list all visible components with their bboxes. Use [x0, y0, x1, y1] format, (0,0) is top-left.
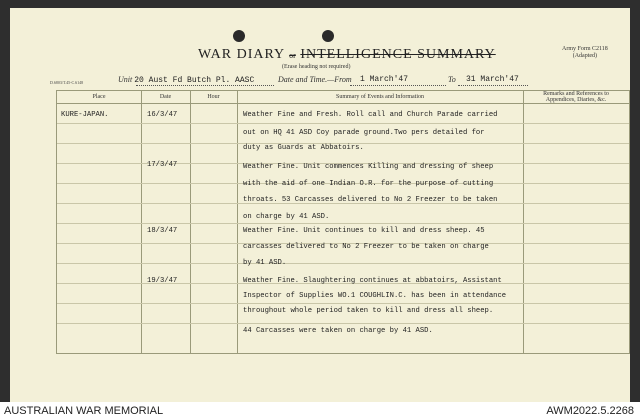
entry-line: 44 Carcasses were taken on charge by 41 ASD.: [243, 327, 433, 335]
punch-hole-right: [322, 30, 334, 42]
entry-line: duty as Guards at Abbatoirs.: [243, 144, 364, 152]
entry-line: Weather Fine and Fresh. Roll call and Church Parade carried: [243, 111, 498, 119]
entry-line: Weather Fine. Slaughtering continues at abbatoirs, Assistant: [243, 277, 502, 285]
header-remarks: [523, 91, 629, 103]
army-form-line2: (Adapted): [572, 53, 598, 59]
diary-page: [10, 8, 630, 402]
entry-line: by 41 ASD.: [243, 259, 287, 267]
column-divider: [237, 91, 238, 353]
footer-credit: AUSTRALIAN WAR MEMORIAL: [4, 405, 164, 417]
unit-underline: [136, 85, 274, 86]
datetime-label: Date and Time.—From: [278, 75, 352, 84]
column-divider: [523, 91, 524, 353]
to-value: 31 March'47: [466, 75, 519, 84]
form-subtitle: (Erase heading not required): [282, 64, 351, 70]
unit-field: [118, 75, 254, 85]
entry-date: 18/3/47: [147, 227, 178, 235]
form-title: [198, 47, 496, 63]
entry-line: throats. 53 Carcasses delivered to No 2 Freezer to be taken: [243, 196, 498, 204]
entry-line: on charge by 41 ASD.: [243, 213, 330, 221]
entry-line: Weather Fine. Unit continues to kill and dress sheep. 45: [243, 227, 485, 235]
row-rule: [57, 263, 629, 264]
title-war-diary: WAR DIARY: [198, 47, 285, 62]
from-underline: [350, 85, 446, 86]
entry-line: throughout whole period taken to kill and dress all sheep.: [243, 307, 494, 315]
army-form-line1: Army Form C2118: [562, 46, 608, 52]
footer-bar: [0, 402, 640, 420]
unit-value: 20 Aust Fd Butch Pl. AASC: [134, 76, 255, 85]
row-rule: [57, 223, 629, 224]
from-value: 1 March'47: [360, 75, 409, 84]
entry-line: carcasses delivered to No 2 Freezer to be taken on charge: [243, 243, 489, 251]
row-rule: [57, 323, 629, 324]
header-rule: [57, 103, 629, 104]
footer-accession: AWM2022.5.2268: [546, 405, 634, 417]
entry-date: 19/3/47: [147, 277, 178, 285]
punch-hole-left: [233, 30, 245, 42]
header-date: Date: [159, 94, 172, 100]
title-or: or: [289, 51, 296, 60]
entry-line: Inspector of Supplies WO.1 COUGHLIN.C. has been in attendance: [243, 292, 507, 300]
entry-line: with the aid of one Indian O.R. for the purpose of cutting: [243, 180, 494, 188]
column-divider: [141, 91, 142, 353]
entry-line: out on HQ 41 ASD Coy parade ground.Two pers detailed for: [243, 129, 485, 137]
army-form-number: [562, 46, 608, 60]
header-remarks-line1: Remarks and References to: [543, 91, 609, 97]
to-underline: [458, 85, 528, 86]
header-remarks-line2: Appendices, Diaries, &c.: [545, 97, 607, 103]
header-hour: Hour: [207, 94, 220, 100]
diary-table: [56, 90, 630, 354]
entry-line: Weather Fine. Unit commences Killing and dressing of sheep: [243, 163, 494, 171]
entry-date: 16/3/47: [147, 111, 178, 119]
column-divider: [190, 91, 191, 353]
entry-date: 17/3/47: [147, 161, 178, 169]
header-place: Place: [92, 94, 106, 100]
to-label: To: [448, 75, 456, 84]
header-summary: Summary of Events and Information: [336, 94, 424, 100]
row-rule: [57, 123, 629, 124]
print-code: D.6803/T.45-C.6148: [50, 80, 84, 85]
title-intelligence-summary: INTELLIGENCE SUMMARY: [300, 47, 496, 62]
row-rule: [57, 303, 629, 304]
unit-label: Unit: [118, 75, 133, 84]
place-cell: KURE-JAPAN.: [61, 111, 109, 119]
